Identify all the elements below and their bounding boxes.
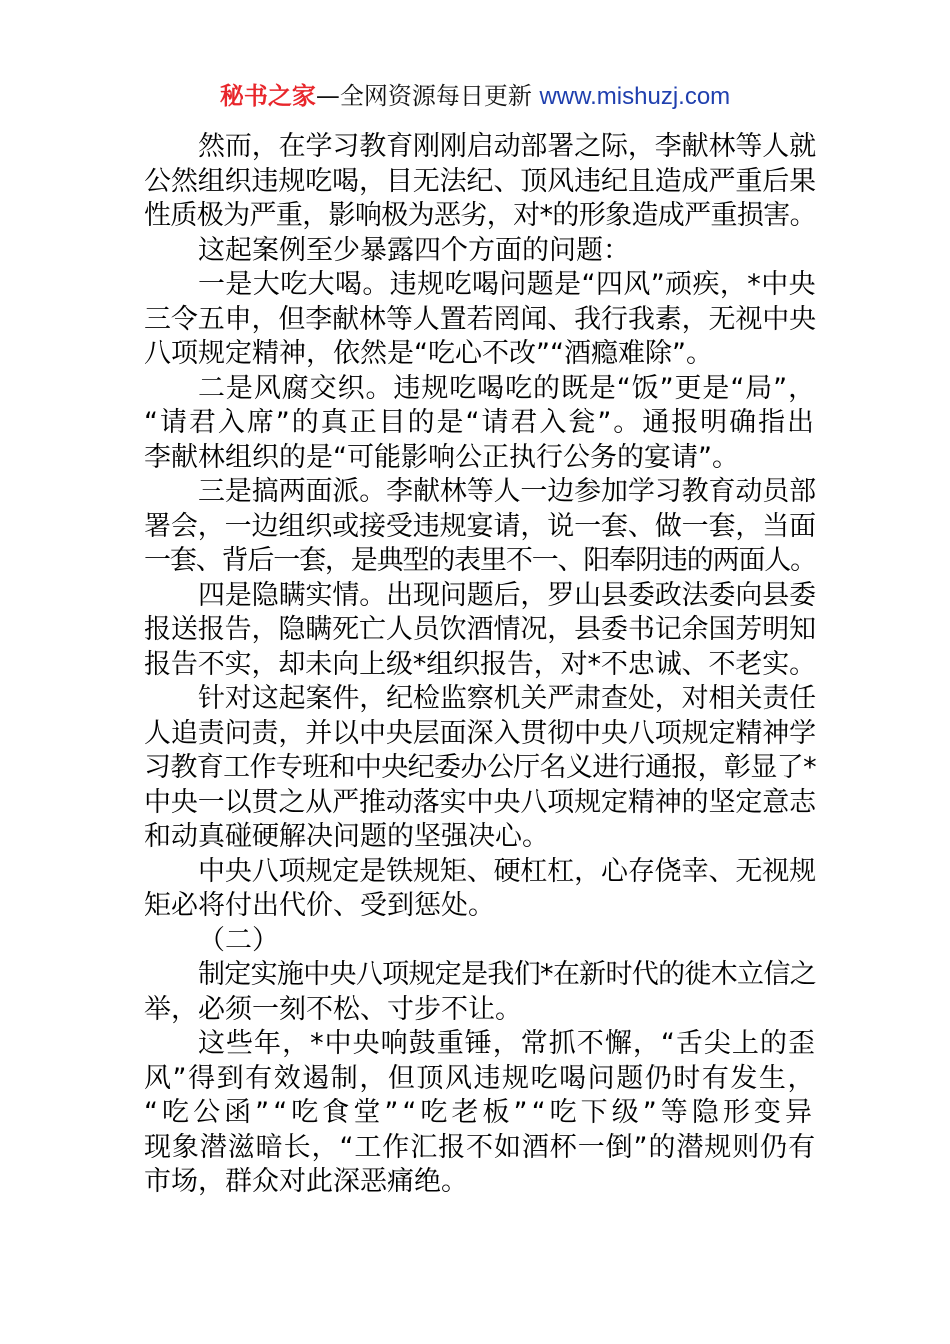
text-line: 三令五申，但李献林等人置若罔闻、我行我素，无视中央 bbox=[144, 303, 816, 335]
text-line: 三是搞两面派。李献林等人一边参加学习教育动员部 bbox=[198, 476, 816, 507]
text-line: 制定实施中央八项规定是我们*在新时代的徙木立信之 bbox=[198, 959, 816, 990]
text-line: “请君入席”的真正目的是“请君入瓮”。通报明确指出 bbox=[144, 407, 816, 438]
site-url-link[interactable]: www.mishuzj.com bbox=[539, 83, 731, 110]
text-line: 习教育工作专班和中央纪委办公厅名义进行通报，彰显了* bbox=[144, 752, 816, 783]
text-line: 二是风腐交织。违规吃喝吃的既是“饭”更是“局”， bbox=[198, 372, 816, 404]
text-line: 公然组织违规吃喝，目无法纪、顶风违纪且造成严重后果 bbox=[144, 165, 816, 197]
site-header bbox=[0, 78, 950, 115]
site-brand: 秘书之家 bbox=[219, 82, 316, 110]
site-slogan: —全网资源每日更新 bbox=[315, 82, 540, 110]
text-line: （二） bbox=[198, 924, 279, 956]
text-line: 风”得到有效遏制，但顶风违规吃喝问题仍时有发生， bbox=[144, 1062, 816, 1094]
text-line: 矩必将付出代价、受到惩处。 bbox=[144, 890, 495, 921]
text-line: 这些年，*中央响鼓重锤，常抓不懈，“舌尖上的歪 bbox=[198, 1028, 816, 1059]
text-line: 报送报告，隐瞒死亡人员饮酒情况，县委书记余国芳明知 bbox=[144, 614, 816, 645]
document-body bbox=[144, 130, 816, 1200]
text-line: 中央八项规定是铁规矩、硬杠杠，心存侥幸、无视规 bbox=[198, 855, 816, 887]
text-line: 市场，群众对此深恶痛绝。 bbox=[144, 1166, 468, 1197]
text-line: 一是大吃大喝。违规吃喝问题是“四风”顽疾，*中央 bbox=[198, 269, 816, 300]
text-line: 报告不实，却未向上级*组织报告，对*不忠诚、不老实。 bbox=[144, 648, 816, 680]
text-line: 这起案例至少暴露四个方面的问题： bbox=[198, 234, 630, 266]
text-line: “吃公函”“吃食堂”“吃老板”“吃下级”等隐形变异 bbox=[144, 1097, 816, 1128]
text-line: 现象潜滋暗长，“工作汇报不如酒杯一倒”的潜规则仍有 bbox=[144, 1131, 816, 1163]
text-line: 然而，在学习教育刚刚启动部署之际，李献林等人就 bbox=[198, 131, 816, 162]
text-line: 四是隐瞒实情。出现问题后，罗山县委政法委向县委 bbox=[198, 579, 816, 611]
text-line: 性质极为严重，影响极为恶劣，对*的形象造成严重损害。 bbox=[144, 200, 816, 231]
text-line: 举，必须一刻不松、寸步不让。 bbox=[144, 993, 522, 1025]
text-line: 一套、背后一套，是典型的表里不一、阳奉阴违的两面人。 bbox=[144, 545, 816, 576]
text-line: 署会，一边组织或接受违规宴请，说一套、做一套，当面 bbox=[144, 510, 816, 542]
text-line: 中央一以贯之从严推动落实中央八项规定精神的坚定意志 bbox=[144, 786, 816, 818]
text-line: 李献林组织的是“可能影响公正执行公务的宴请”。 bbox=[144, 441, 739, 473]
text-line: 针对这起案件，纪检监察机关严肃查处，对相关责任 bbox=[198, 683, 816, 714]
text-line: 人追责问责，并以中央层面深入贯彻中央八项规定精神学 bbox=[144, 717, 816, 749]
text-line: 和动真碰硬解决问题的坚强决心。 bbox=[144, 821, 549, 852]
text-line: 八项规定精神，依然是“吃心不改”“酒瘾难除”。 bbox=[144, 338, 713, 369]
